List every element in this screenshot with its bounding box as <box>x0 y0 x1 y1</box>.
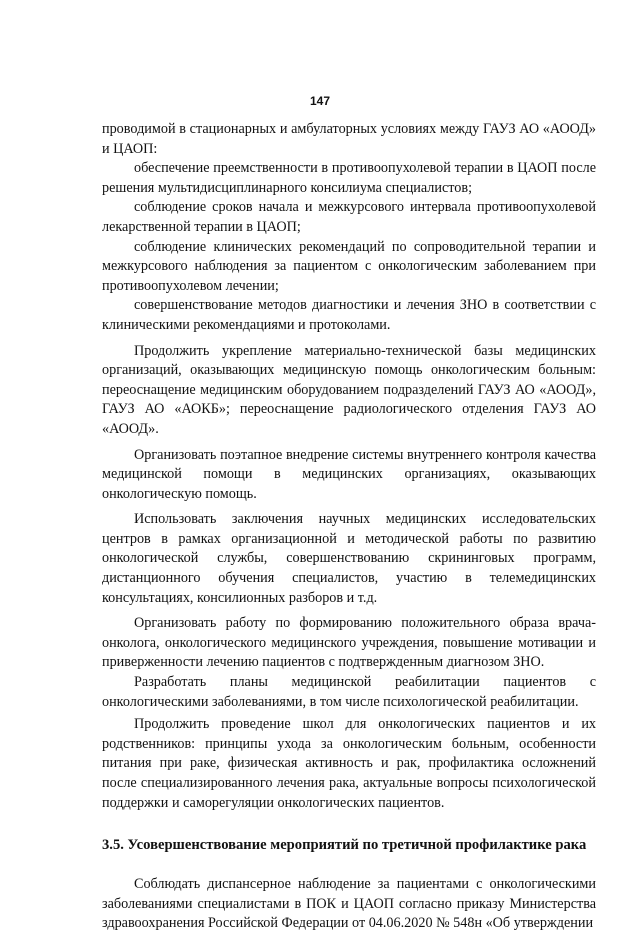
list-item-diagnostics-improvement: совершенствование методов диагностики и лечения ЗНО в соответствии с клиническими рекомендациями и протоколами. <box>102 297 596 333</box>
page-number: 147 <box>309 94 331 108</box>
list-item-therapy-timing: соблюдение сроков начала и межкурсового интервала противоопухолевой лекарственной терапии в ЦАОП; <box>102 199 596 235</box>
paragraph-dispensary-observation: Соблюдать диспансерное наблюдение за пациентами с онкологическими заболеваниями специалистами в ПОК и ЦАОП согласно приказу Министерства здравоохранения Российской Федерации от 04.06.2020 № 548н «Об утверждении <box>102 876 596 932</box>
paragraph-patient-schools: Продолжить проведение школ для онкологических пациентов и их родственников: принципы ухода за онкологическим больным, особенности питания при раке, физическая активность и рак, профилактика осложнений после специализированного лечения рака, актуальные вопросы психологической поддержки и саморегуляции онкологических пациентов. <box>102 716 596 811</box>
paragraph-quality-control: Организовать поэтапное внедрение системы внутреннего контроля качества медицинской помощи в медицинских организациях, оказывающих онкологическую помощь. <box>102 446 596 502</box>
section-heading: 3.5. Усовершенствование мероприятий по третичной профилактике рака <box>102 837 587 854</box>
paragraph-research-centers: Использовать заключения научных медицинских исследовательских центров в рамках организационной и методической работы по развитию онкологической службы, совершенствованию скрининговых программ, дистанционного обучения специалистов, участию в телемедицинских консультациях, консилионных разборов и т.д. <box>102 511 596 606</box>
paragraph-rehabilitation: Разработать планы медицинской реабилитации пациентов с онкологическими заболеваниями, в том числе психологической реабилитации. <box>102 674 596 710</box>
paragraph-continuation: проводимой в стационарных и амбулаторных условиях между ГАУЗ АО «АООД» и ЦАОП: <box>102 121 596 157</box>
list-item-clinical-recommendations: соблюдение клинических рекомендаций по сопроводительной терапии и межкурсового наблюдения за пациентом с онкологическим заболеванием при противоопухолевом лечении; <box>102 238 596 294</box>
document-body <box>102 120 596 934</box>
paragraph-positive-image: Организовать работу по формированию положительного образа врача-онколога, онкологического медицинского учреждения, повышение мотивации и приверженности лечению пациентов с подтвержденным диагнозом ЗНО. <box>102 615 596 671</box>
list-item-continuity-therapy: обеспечение преемственности в противоопухолевой терапии в ЦАОП после решения мультидисциплинарного консилиума специалистов; <box>102 160 596 196</box>
paragraph-material-base: Продолжить укрепление материально-технической базы медицинских организаций, оказывающих медицинскую помощь онкологическим больным: переоснащение медицинским оборудованием подразделений ГАУЗ АО «АООД», ГАУЗ АО «АОКБ»; переоснащение радиологического отделения ГАУЗ АО «АООД». <box>102 342 596 437</box>
